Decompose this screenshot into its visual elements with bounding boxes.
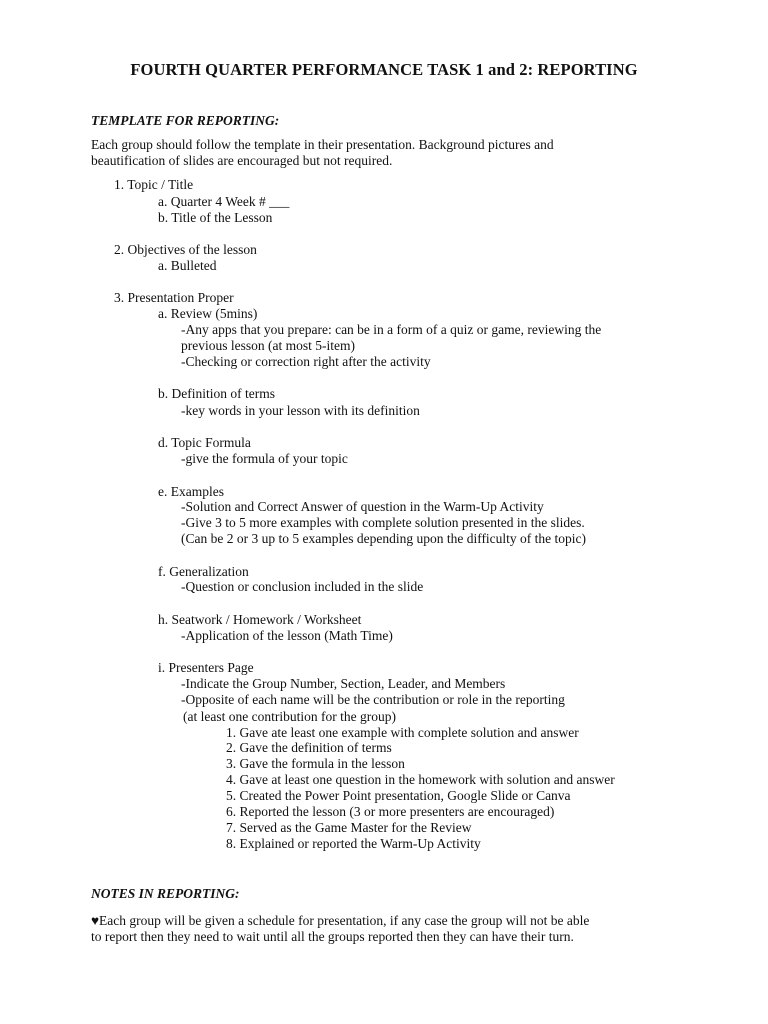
detail-line: (at least one contribution for the group) <box>183 709 396 724</box>
notes-paragraph <box>91 913 691 945</box>
sub-item-seatwork: h. Seatwork / Homework / Worksheet <box>158 612 362 627</box>
contribution-item: 7. Served as the Game Master for the Review <box>226 820 472 835</box>
detail-line: (Can be 2 or 3 up to 5 examples depending upon the difficulty of the topic) <box>181 531 587 546</box>
list-item-objectives: 2. Objectives of the lesson <box>114 242 257 257</box>
sub-item-presenters-page: i. Presenters Page <box>158 660 254 675</box>
sub-item-generalization: f. Generalization <box>158 564 249 579</box>
detail-line: -Give 3 to 5 more examples with complete solution presented in the slides. <box>181 515 585 530</box>
contribution-item: 5. Created the Power Point presentation, Google Slide or Canva <box>226 788 571 803</box>
detail-line: -Solution and Correct Answer of question in the Warm-Up Activity <box>181 499 544 514</box>
sub-item-examples: e. Examples <box>158 484 224 499</box>
detail-line: -give the formula of your topic <box>181 451 348 466</box>
detail-line: -Checking or correction right after the activity <box>181 354 431 369</box>
list-item-topic-title: 1. Topic / Title <box>114 177 194 192</box>
intro-line: Each group should follow the template in their presentation. Background pictures and <box>91 137 554 152</box>
sub-item-bulleted: a. Bulleted <box>158 258 217 273</box>
detail-line: previous lesson (at most 5-item) <box>181 338 355 353</box>
sub-item-review: a. Review (5mins) <box>158 306 258 321</box>
contribution-item: 2. Gave the definition of terms <box>226 740 392 755</box>
contribution-item: 1. Gave ate least one example with complete solution and answer <box>226 725 579 740</box>
detail-line: -Question or conclusion included in the slide <box>181 579 424 594</box>
intro-paragraph <box>91 137 691 169</box>
notes-line: to report then they need to wait until all the groups reported then they can have their turn. <box>91 929 574 944</box>
detail-line: -key words in your lesson with its definition <box>181 403 420 418</box>
template-heading: TEMPLATE FOR REPORTING: <box>91 113 280 128</box>
contribution-item: 8. Explained or reported the Warm-Up Activity <box>226 836 481 851</box>
notes-line: ♥Each group will be given a schedule for presentation, if any case the group will not be able <box>91 913 590 928</box>
sub-item-topic-formula: d. Topic Formula <box>158 435 251 450</box>
list-item-presentation-proper: 3. Presentation Proper <box>114 290 234 305</box>
sub-item-quarter-week: a. Quarter 4 Week # ___ <box>158 194 290 209</box>
notes-heading: NOTES IN REPORTING: <box>91 886 240 901</box>
contribution-item: 6. Reported the lesson (3 or more presenters are encouraged) <box>226 804 555 819</box>
intro-line: beautification of slides are encouraged but not required. <box>91 153 393 168</box>
sub-item-definition: b. Definition of terms <box>158 386 275 401</box>
contribution-item: 3. Gave the formula in the lesson <box>226 756 405 771</box>
detail-line: -Opposite of each name will be the contribution or role in the reporting <box>181 692 565 707</box>
sub-item-title-lesson: b. Title of the Lesson <box>158 210 273 225</box>
detail-line: -Any apps that you prepare: can be in a form of a quiz or game, reviewing the <box>181 322 602 337</box>
contribution-item: 4. Gave at least one question in the homework with solution and answer <box>226 772 615 787</box>
detail-line: -Application of the lesson (Math Time) <box>181 628 393 643</box>
detail-line: -Indicate the Group Number, Section, Leader, and Members <box>181 676 506 691</box>
document-title: FOURTH QUARTER PERFORMANCE TASK 1 and 2: REPORTING <box>130 60 638 79</box>
